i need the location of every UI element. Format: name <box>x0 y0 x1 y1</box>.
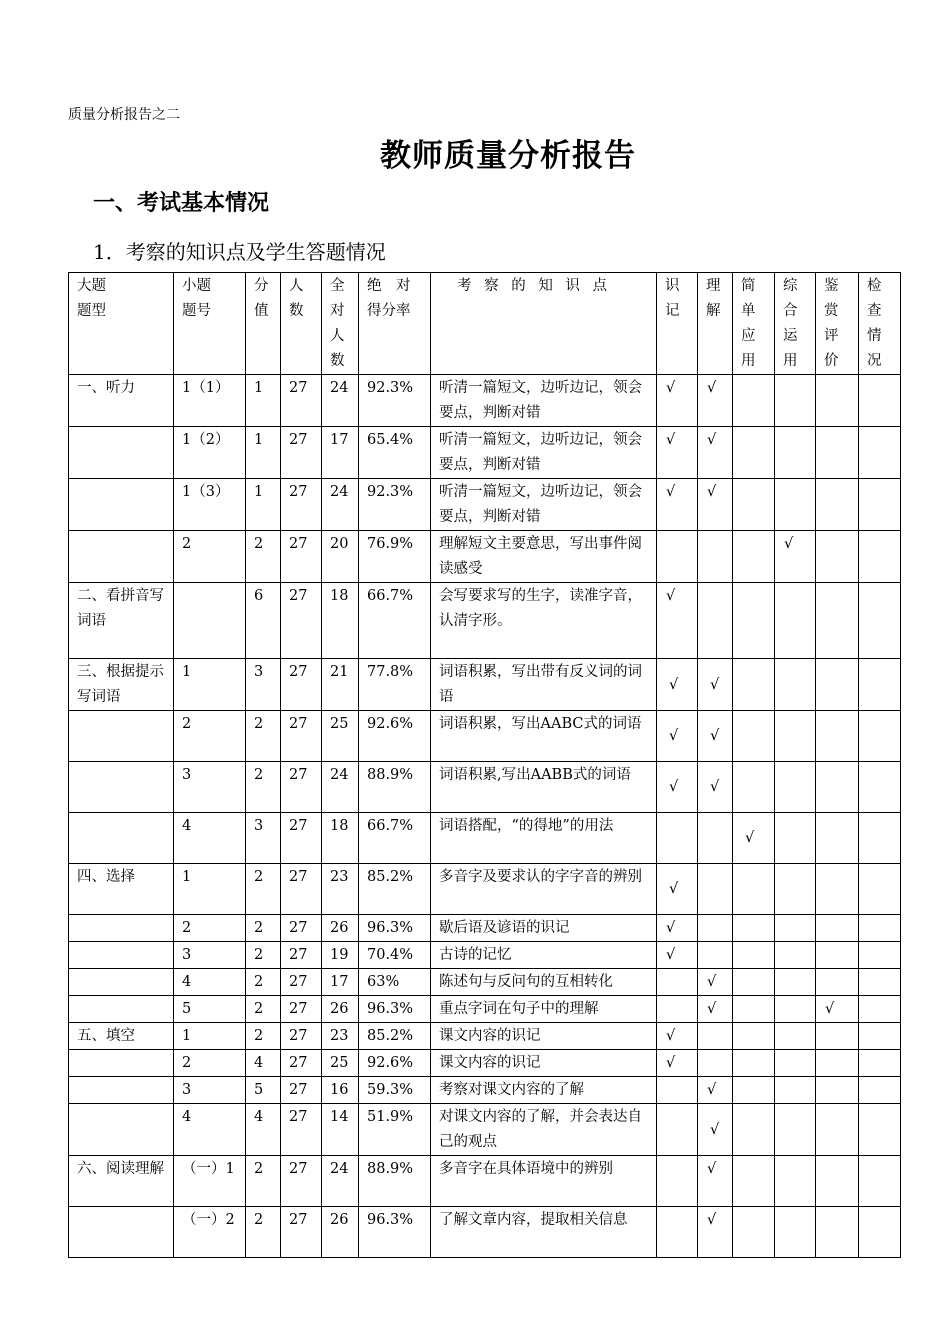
empty-mark-cell <box>859 942 901 969</box>
header-cell: 理 解 <box>698 273 733 375</box>
header-cell: 综 合 运 用 <box>775 273 816 375</box>
empty-mark-cell <box>775 813 816 864</box>
empty-mark-cell <box>733 479 775 531</box>
cell-no: （一）1 <box>174 1156 246 1207</box>
cell-type <box>69 479 174 531</box>
table-header-row <box>69 273 901 375</box>
empty-mark-cell <box>859 1077 901 1104</box>
empty-mark-cell <box>775 942 816 969</box>
cell-type: 二、看拼音写词语 <box>69 583 174 659</box>
empty-mark-cell <box>775 711 816 762</box>
check-mark: √ <box>698 969 733 996</box>
cell-full: 23 <box>322 864 359 915</box>
table-row <box>69 659 901 711</box>
cell-type: 四、选择 <box>69 864 174 915</box>
empty-mark-cell <box>733 583 775 659</box>
empty-mark-cell <box>775 479 816 531</box>
cell-count: 27 <box>281 762 322 813</box>
empty-mark-cell <box>733 531 775 583</box>
cell-rate: 76.9% <box>359 531 431 583</box>
empty-mark-cell <box>698 1050 733 1077</box>
table-row <box>69 762 901 813</box>
section-heading: 一、考试基本情况 <box>93 190 270 216</box>
cell-point: 考察对课文内容的了解 <box>431 1077 657 1104</box>
cell-full: 24 <box>322 375 359 427</box>
empty-mark-cell <box>733 762 775 813</box>
empty-mark-cell <box>859 813 901 864</box>
cell-score: 1 <box>246 427 281 479</box>
empty-mark-cell <box>733 942 775 969</box>
cell-rate: 92.6% <box>359 1050 431 1077</box>
header-cell: 识 记 <box>657 273 698 375</box>
empty-mark-cell <box>698 1023 733 1050</box>
cell-count: 27 <box>281 1023 322 1050</box>
empty-mark-cell <box>657 813 698 864</box>
empty-mark-cell <box>816 427 859 479</box>
cell-score: 2 <box>246 942 281 969</box>
cell-rate: 88.9% <box>359 1156 431 1207</box>
cell-no: 4 <box>174 1104 246 1156</box>
cell-no: 1 <box>174 659 246 711</box>
cell-type: 一、听力 <box>69 375 174 427</box>
check-mark: √ <box>657 864 698 915</box>
cell-rate: 66.7% <box>359 583 431 659</box>
empty-mark-cell <box>859 1156 901 1207</box>
cell-no: 1 <box>174 864 246 915</box>
empty-mark-cell <box>775 1077 816 1104</box>
cell-type <box>69 969 174 996</box>
empty-mark-cell <box>859 1023 901 1050</box>
check-mark: √ <box>657 711 698 762</box>
empty-mark-cell <box>816 1156 859 1207</box>
empty-mark-cell <box>816 659 859 711</box>
table-row <box>69 531 901 583</box>
cell-full: 20 <box>322 531 359 583</box>
cell-count: 27 <box>281 531 322 583</box>
cell-count: 27 <box>281 583 322 659</box>
table-row <box>69 375 901 427</box>
cell-point: 词语积累，写出带有反义词的词语 <box>431 659 657 711</box>
cell-full: 18 <box>322 813 359 864</box>
empty-mark-cell <box>859 711 901 762</box>
header-cell: 小题 题号 <box>174 273 246 375</box>
check-mark: √ <box>698 996 733 1023</box>
header-cell: 简 单 应 用 <box>733 273 775 375</box>
cell-rate: 63% <box>359 969 431 996</box>
cell-no: 3 <box>174 1077 246 1104</box>
cell-type <box>69 1104 174 1156</box>
empty-mark-cell <box>816 942 859 969</box>
empty-mark-cell <box>775 969 816 996</box>
cell-point: 课文内容的识记 <box>431 1023 657 1050</box>
header-cell: 人 数 <box>281 273 322 375</box>
cell-count: 27 <box>281 711 322 762</box>
empty-mark-cell <box>698 942 733 969</box>
cell-no: 1（2） <box>174 427 246 479</box>
check-mark: √ <box>657 659 698 711</box>
cell-type <box>69 996 174 1023</box>
cell-score: 5 <box>246 1077 281 1104</box>
cell-full: 24 <box>322 762 359 813</box>
cell-full: 14 <box>322 1104 359 1156</box>
cell-point: 古诗的记忆 <box>431 942 657 969</box>
empty-mark-cell <box>698 813 733 864</box>
check-mark: √ <box>657 915 698 942</box>
empty-mark-cell <box>698 531 733 583</box>
cell-no: 2 <box>174 1050 246 1077</box>
cell-count: 27 <box>281 942 322 969</box>
cell-no: 3 <box>174 762 246 813</box>
empty-mark-cell <box>733 1207 775 1258</box>
empty-mark-cell <box>733 1050 775 1077</box>
empty-mark-cell <box>698 915 733 942</box>
cell-rate: 92.3% <box>359 375 431 427</box>
check-mark: √ <box>657 479 698 531</box>
empty-mark-cell <box>816 583 859 659</box>
check-mark: √ <box>698 479 733 531</box>
empty-mark-cell <box>733 427 775 479</box>
empty-mark-cell <box>816 969 859 996</box>
check-mark: √ <box>733 813 775 864</box>
cell-count: 27 <box>281 969 322 996</box>
empty-mark-cell <box>859 479 901 531</box>
cell-rate: 85.2% <box>359 864 431 915</box>
cell-full: 24 <box>322 479 359 531</box>
cell-full: 26 <box>322 996 359 1023</box>
empty-mark-cell <box>733 1023 775 1050</box>
check-mark: √ <box>698 427 733 479</box>
cell-point: 重点字词在句子中的理解 <box>431 996 657 1023</box>
cell-full: 21 <box>322 659 359 711</box>
empty-mark-cell <box>816 1077 859 1104</box>
cell-type <box>69 427 174 479</box>
empty-mark-cell <box>733 711 775 762</box>
cell-no: （一）2 <box>174 1207 246 1258</box>
empty-mark-cell <box>859 427 901 479</box>
cell-score: 3 <box>246 659 281 711</box>
empty-mark-cell <box>775 427 816 479</box>
empty-mark-cell <box>775 583 816 659</box>
empty-mark-cell <box>775 659 816 711</box>
table-row <box>69 711 901 762</box>
empty-mark-cell <box>859 969 901 996</box>
empty-mark-cell <box>733 1156 775 1207</box>
check-mark: √ <box>657 942 698 969</box>
cell-count: 27 <box>281 996 322 1023</box>
cell-rate: 51.9% <box>359 1104 431 1156</box>
cell-score: 4 <box>246 1050 281 1077</box>
empty-mark-cell <box>859 583 901 659</box>
check-mark: √ <box>816 996 859 1023</box>
empty-mark-cell <box>733 375 775 427</box>
cell-no: 1 <box>174 1023 246 1050</box>
check-mark: √ <box>657 583 698 659</box>
cell-full: 17 <box>322 969 359 996</box>
cell-score: 1 <box>246 375 281 427</box>
cell-no: 2 <box>174 711 246 762</box>
cell-type <box>69 531 174 583</box>
cell-full: 25 <box>322 711 359 762</box>
cell-count: 27 <box>281 479 322 531</box>
empty-mark-cell <box>733 1077 775 1104</box>
check-mark: √ <box>698 1156 733 1207</box>
cell-score: 2 <box>246 864 281 915</box>
check-mark: √ <box>657 1050 698 1077</box>
empty-mark-cell <box>733 1104 775 1156</box>
table-row <box>69 915 901 942</box>
empty-mark-cell <box>859 1207 901 1258</box>
page-title: 教师质量分析报告 <box>380 138 636 174</box>
cell-rate: 70.4% <box>359 942 431 969</box>
cell-type <box>69 1077 174 1104</box>
empty-mark-cell <box>859 915 901 942</box>
table-row <box>69 942 901 969</box>
cell-full: 24 <box>322 1156 359 1207</box>
cell-score: 2 <box>246 996 281 1023</box>
cell-no: 5 <box>174 996 246 1023</box>
cell-score: 1 <box>246 479 281 531</box>
table-row <box>69 996 901 1023</box>
cell-type: 六、阅读理解 <box>69 1156 174 1207</box>
table-row <box>69 427 901 479</box>
cell-count: 27 <box>281 813 322 864</box>
cell-count: 27 <box>281 1050 322 1077</box>
header-cell: 分 值 <box>246 273 281 375</box>
empty-mark-cell <box>657 969 698 996</box>
cell-point: 会写要求写的生字，读准字音，认清字形。 <box>431 583 657 659</box>
empty-mark-cell <box>657 531 698 583</box>
cell-count: 27 <box>281 375 322 427</box>
empty-mark-cell <box>859 659 901 711</box>
cell-rate: 96.3% <box>359 915 431 942</box>
header-cell: 全 对 人 数 <box>322 273 359 375</box>
empty-mark-cell <box>859 375 901 427</box>
cell-rate: 96.3% <box>359 996 431 1023</box>
cell-full: 19 <box>322 942 359 969</box>
empty-mark-cell <box>657 996 698 1023</box>
empty-mark-cell <box>698 864 733 915</box>
check-mark: √ <box>775 531 816 583</box>
empty-mark-cell <box>859 864 901 915</box>
cell-type: 三、根据提示写词语 <box>69 659 174 711</box>
cell-score: 3 <box>246 813 281 864</box>
cell-type <box>69 762 174 813</box>
table-row <box>69 969 901 996</box>
cell-point: 多音字及要求认的字字音的辨别 <box>431 864 657 915</box>
empty-mark-cell <box>657 1156 698 1207</box>
cell-rate: 92.6% <box>359 711 431 762</box>
cell-point: 理解短文主要意思，写出事件阅读感受 <box>431 531 657 583</box>
cell-type <box>69 711 174 762</box>
header-note: 质量分析报告之二 <box>68 107 180 123</box>
header-cell: 大题 题型 <box>69 273 174 375</box>
table-row <box>69 1050 901 1077</box>
check-mark: √ <box>698 659 733 711</box>
empty-mark-cell <box>657 1207 698 1258</box>
empty-mark-cell <box>775 1050 816 1077</box>
cell-point: 词语搭配，“的得地”的用法 <box>431 813 657 864</box>
cell-rate: 77.8% <box>359 659 431 711</box>
cell-score: 2 <box>246 762 281 813</box>
cell-full: 26 <box>322 915 359 942</box>
cell-type: 五、填空 <box>69 1023 174 1050</box>
empty-mark-cell <box>775 1023 816 1050</box>
cell-point: 词语积累，写出AABC式的词语 <box>431 711 657 762</box>
analysis-table <box>68 272 901 1258</box>
header-cell: 绝 对 得分率 <box>359 273 431 375</box>
header-cell: 检 查 情 况 <box>859 273 901 375</box>
table-row <box>69 583 901 659</box>
table-row <box>69 479 901 531</box>
cell-count: 27 <box>281 1077 322 1104</box>
cell-score: 4 <box>246 1104 281 1156</box>
empty-mark-cell <box>775 1207 816 1258</box>
cell-type <box>69 1207 174 1258</box>
check-mark: √ <box>657 762 698 813</box>
check-mark: √ <box>657 1023 698 1050</box>
cell-count: 27 <box>281 1207 322 1258</box>
empty-mark-cell <box>657 1077 698 1104</box>
empty-mark-cell <box>775 375 816 427</box>
cell-point: 多音字在具体语境中的辨别 <box>431 1156 657 1207</box>
empty-mark-cell <box>859 996 901 1023</box>
table-row <box>69 1077 901 1104</box>
cell-type <box>69 813 174 864</box>
cell-no <box>174 583 246 659</box>
cell-score: 2 <box>246 1156 281 1207</box>
empty-mark-cell <box>816 762 859 813</box>
empty-mark-cell <box>816 1023 859 1050</box>
cell-score: 2 <box>246 915 281 942</box>
cell-score: 6 <box>246 583 281 659</box>
check-mark: √ <box>698 762 733 813</box>
cell-rate: 65.4% <box>359 427 431 479</box>
check-mark: √ <box>698 1077 733 1104</box>
table-row <box>69 864 901 915</box>
cell-rate: 66.7% <box>359 813 431 864</box>
empty-mark-cell <box>775 1104 816 1156</box>
cell-score: 2 <box>246 969 281 996</box>
cell-count: 27 <box>281 1156 322 1207</box>
cell-point: 歇后语及谚语的识记 <box>431 915 657 942</box>
check-mark: √ <box>698 375 733 427</box>
empty-mark-cell <box>816 531 859 583</box>
table-row <box>69 1207 901 1258</box>
empty-mark-cell <box>775 915 816 942</box>
cell-score: 2 <box>246 1207 281 1258</box>
check-mark: √ <box>698 711 733 762</box>
table-row <box>69 813 901 864</box>
check-mark: √ <box>698 1207 733 1258</box>
table-row <box>69 1104 901 1156</box>
cell-no: 3 <box>174 942 246 969</box>
cell-full: 18 <box>322 583 359 659</box>
cell-score: 2 <box>246 1023 281 1050</box>
empty-mark-cell <box>775 864 816 915</box>
cell-count: 27 <box>281 915 322 942</box>
empty-mark-cell <box>816 864 859 915</box>
cell-no: 1（3） <box>174 479 246 531</box>
cell-count: 27 <box>281 659 322 711</box>
header-cell: 考 察 的 知 识 点 <box>431 273 657 375</box>
cell-no: 4 <box>174 969 246 996</box>
empty-mark-cell <box>816 1050 859 1077</box>
empty-mark-cell <box>698 583 733 659</box>
cell-count: 27 <box>281 1104 322 1156</box>
cell-point: 对课文内容的了解，并会表达自己的观点 <box>431 1104 657 1156</box>
cell-full: 16 <box>322 1077 359 1104</box>
cell-score: 2 <box>246 531 281 583</box>
empty-mark-cell <box>733 659 775 711</box>
cell-rate: 85.2% <box>359 1023 431 1050</box>
empty-mark-cell <box>775 1156 816 1207</box>
header-cell: 鉴 赏 评 价 <box>816 273 859 375</box>
empty-mark-cell <box>816 711 859 762</box>
check-mark: √ <box>657 427 698 479</box>
table-row <box>69 1156 901 1207</box>
cell-point: 听清一篇短文，边听边记，领会要点，判断对错 <box>431 479 657 531</box>
subsection-heading: 1．考察的知识点及学生答题情况 <box>93 240 386 264</box>
cell-count: 27 <box>281 864 322 915</box>
cell-no: 2 <box>174 531 246 583</box>
cell-point: 课文内容的识记 <box>431 1050 657 1077</box>
empty-mark-cell <box>816 479 859 531</box>
cell-type <box>69 942 174 969</box>
empty-mark-cell <box>816 1207 859 1258</box>
cell-rate: 88.9% <box>359 762 431 813</box>
cell-no: 4 <box>174 813 246 864</box>
cell-type <box>69 1050 174 1077</box>
cell-type <box>69 915 174 942</box>
empty-mark-cell <box>733 996 775 1023</box>
cell-score: 2 <box>246 711 281 762</box>
empty-mark-cell <box>816 915 859 942</box>
empty-mark-cell <box>859 531 901 583</box>
empty-mark-cell <box>859 1104 901 1156</box>
empty-mark-cell <box>657 1104 698 1156</box>
cell-rate: 92.3% <box>359 479 431 531</box>
empty-mark-cell <box>733 915 775 942</box>
cell-rate: 96.3% <box>359 1207 431 1258</box>
empty-mark-cell <box>816 813 859 864</box>
cell-point: 听清一篇短文，边听边记，领会要点，判断对错 <box>431 375 657 427</box>
empty-mark-cell <box>775 762 816 813</box>
cell-point: 陈述句与反问句的互相转化 <box>431 969 657 996</box>
cell-no: 2 <box>174 915 246 942</box>
empty-mark-cell <box>816 375 859 427</box>
check-mark: √ <box>657 375 698 427</box>
cell-point: 听清一篇短文，边听边记，领会要点，判断对错 <box>431 427 657 479</box>
empty-mark-cell <box>859 1050 901 1077</box>
cell-rate: 59.3% <box>359 1077 431 1104</box>
cell-full: 25 <box>322 1050 359 1077</box>
cell-full: 23 <box>322 1023 359 1050</box>
cell-point: 词语积累,写出AABB式的词语 <box>431 762 657 813</box>
cell-full: 17 <box>322 427 359 479</box>
empty-mark-cell <box>733 969 775 996</box>
table-row <box>69 1023 901 1050</box>
cell-count: 27 <box>281 427 322 479</box>
cell-no: 1（1） <box>174 375 246 427</box>
empty-mark-cell <box>733 864 775 915</box>
empty-mark-cell <box>859 762 901 813</box>
empty-mark-cell <box>775 996 816 1023</box>
cell-point: 了解文章内容，提取相关信息 <box>431 1207 657 1258</box>
cell-full: 26 <box>322 1207 359 1258</box>
empty-mark-cell <box>816 1104 859 1156</box>
check-mark: √ <box>698 1104 733 1156</box>
